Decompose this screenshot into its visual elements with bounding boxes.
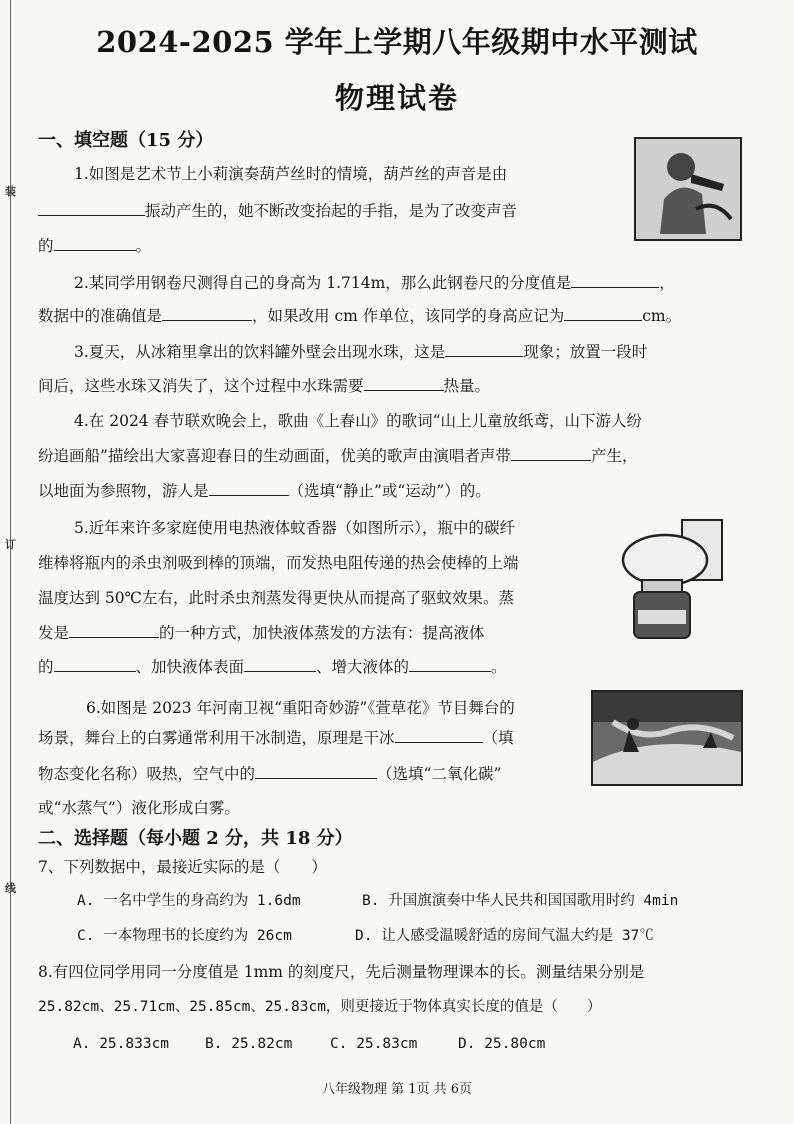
q1-line: 振动产生的，她不断改变抬起的手指，是为了改变声音: [145, 202, 518, 220]
answer-blank[interactable]: [38, 200, 145, 216]
q6-line: （填: [482, 729, 514, 747]
answer-blank[interactable]: [54, 235, 136, 251]
q7-stem: 7、下列数据中，最接近实际的是（ ）: [38, 858, 327, 876]
q3-line: 间后，这些水珠又消失了，这个过程中水珠需要: [38, 377, 364, 395]
exam-title: 2024-2025 学年上学期八年级期中水平测试: [96, 25, 698, 59]
answer-blank[interactable]: [564, 305, 642, 321]
q4-line: 以地面为参照物，游人是: [38, 482, 209, 500]
q6-line: 6.如图是 2023 年河南卫视“重阳奇妙游”《萱草花》节目舞台的: [86, 699, 515, 717]
q8-option-b[interactable]: B. 25.82cm: [205, 1036, 293, 1052]
binding-line: [10, 0, 11, 1124]
q2-line: cm。: [642, 307, 682, 325]
q3-line: 热量。: [443, 377, 491, 395]
binding-mark: 订: [5, 538, 16, 551]
figure-hulusi-player: [634, 137, 742, 241]
q5-line: 温度达到 50℃左右，此时杀虫剂蒸发得更快从而提高了驱蚊效果。蒸: [38, 589, 514, 607]
q7-option-b[interactable]: B. 升国旗演奏中华人民共和国国歌用时约 4min: [362, 893, 679, 909]
q6-line: 或“水蒸气”）液化形成白雾。: [38, 799, 240, 817]
page-footer: 八年级物理 第 1页 共 6页: [321, 1082, 473, 1097]
q3-line: 3.夏天，从冰箱里拿出的饮料罐外壁会出现水珠，这是: [74, 343, 446, 361]
q3-line: 现象；放置一段时: [523, 343, 648, 361]
answer-blank[interactable]: [511, 445, 591, 461]
answer-blank[interactable]: [445, 341, 523, 357]
q5-line: 、增大液体的: [316, 658, 410, 676]
binding-mark: 装: [5, 185, 16, 198]
q7-option-d[interactable]: D. 让人感受温暖舒适的房间气温大约是 37℃: [355, 928, 654, 944]
binding-mark: 线: [5, 882, 16, 895]
figure-mosquito-heater: [620, 518, 735, 643]
q7-option-c[interactable]: C. 一本物理书的长度约为 26cm: [77, 928, 292, 944]
q5-line: 。: [491, 658, 507, 676]
section-heading-choice: 二、选择题（每小题 2 分，共 18 分）: [38, 828, 353, 849]
q5-line: 的: [38, 658, 54, 676]
answer-blank[interactable]: [244, 656, 316, 672]
q1-line: 的: [38, 237, 54, 255]
answer-blank[interactable]: [364, 375, 444, 391]
q2-line: ，: [659, 274, 675, 292]
q1-line: 1.如图是艺术节上小莉演奏葫芦丝时的情境，葫芦丝的声音是由: [74, 165, 508, 183]
q8-option-c[interactable]: C. 25.83cm: [330, 1036, 418, 1052]
figure-stage-scene: [591, 690, 743, 786]
exam-subject: 物理试卷: [334, 81, 459, 115]
q4-line: （选填“静止”或“运动”）的。: [288, 482, 491, 500]
q5-line: 、加快液体表面: [135, 658, 245, 676]
answer-blank[interactable]: [571, 272, 659, 288]
q5-line: 维棒将瓶内的杀虫剂吸到棒的顶端，而发热电阻传递的热会使棒的上端: [38, 554, 519, 572]
answer-blank[interactable]: [395, 727, 483, 743]
answer-blank[interactable]: [54, 656, 136, 672]
q5-line: 发是: [38, 624, 70, 642]
answer-blank[interactable]: [255, 763, 377, 779]
answer-blank[interactable]: [409, 656, 491, 672]
q4-line: 4.在 2024 春节联欢晚会上，歌曲《上春山》的歌词“山上儿童放纸鸢，山下游人纷: [74, 412, 643, 430]
q8-option-d[interactable]: D. 25.80cm: [458, 1036, 546, 1052]
q8-option-a[interactable]: A. 25.833cm: [73, 1036, 170, 1052]
q2-line: ，如果改用 cm 作单位，该同学的身高应记为: [252, 307, 565, 325]
section-heading-fill: 一、填空题（15 分）: [38, 130, 214, 151]
q8-stem: 25.82cm、25.71cm、25.85cm、25.83cm，则更接近于物体真实长度的值是（ ）: [38, 999, 602, 1015]
q7-option-a[interactable]: A. 一名中学生的身高约为 1.6dm: [77, 893, 301, 909]
q4-line: 产生，: [590, 447, 638, 465]
q8-stem: 8.有四位同学用同一分度值是 1mm 的刻度尺，先后测量物理课本的长。测量结果分别是: [38, 963, 645, 981]
answer-blank[interactable]: [209, 480, 289, 496]
q5-line: 的一种方式，加快液体蒸发的方法有：提高液体: [159, 624, 485, 642]
answer-blank[interactable]: [162, 305, 252, 321]
q5-line: 5.近年来许多家庭使用电热液体蚊香器（如图所示），瓶中的碳纤: [74, 519, 516, 537]
q4-line: 纷追画船”描绘出大家喜迎春日的生动画面，优美的歌声由演唱者声带: [38, 447, 511, 465]
q1-line: 。: [135, 237, 152, 255]
answer-blank[interactable]: [69, 622, 159, 638]
q2-line: 数据中的准确值是: [38, 307, 163, 325]
q6-line: 物态变化名称）吸热，空气中的: [38, 765, 256, 783]
q6-line: 场景，舞台上的白雾通常利用干冰制造，原理是干冰: [38, 729, 395, 747]
q6-line: （选填“二氧化碳”: [377, 765, 502, 783]
q2-line: 2.某同学用钢卷尺测得自己的身高为 1.714m，那么此钢卷尺的分度值是: [74, 274, 572, 292]
